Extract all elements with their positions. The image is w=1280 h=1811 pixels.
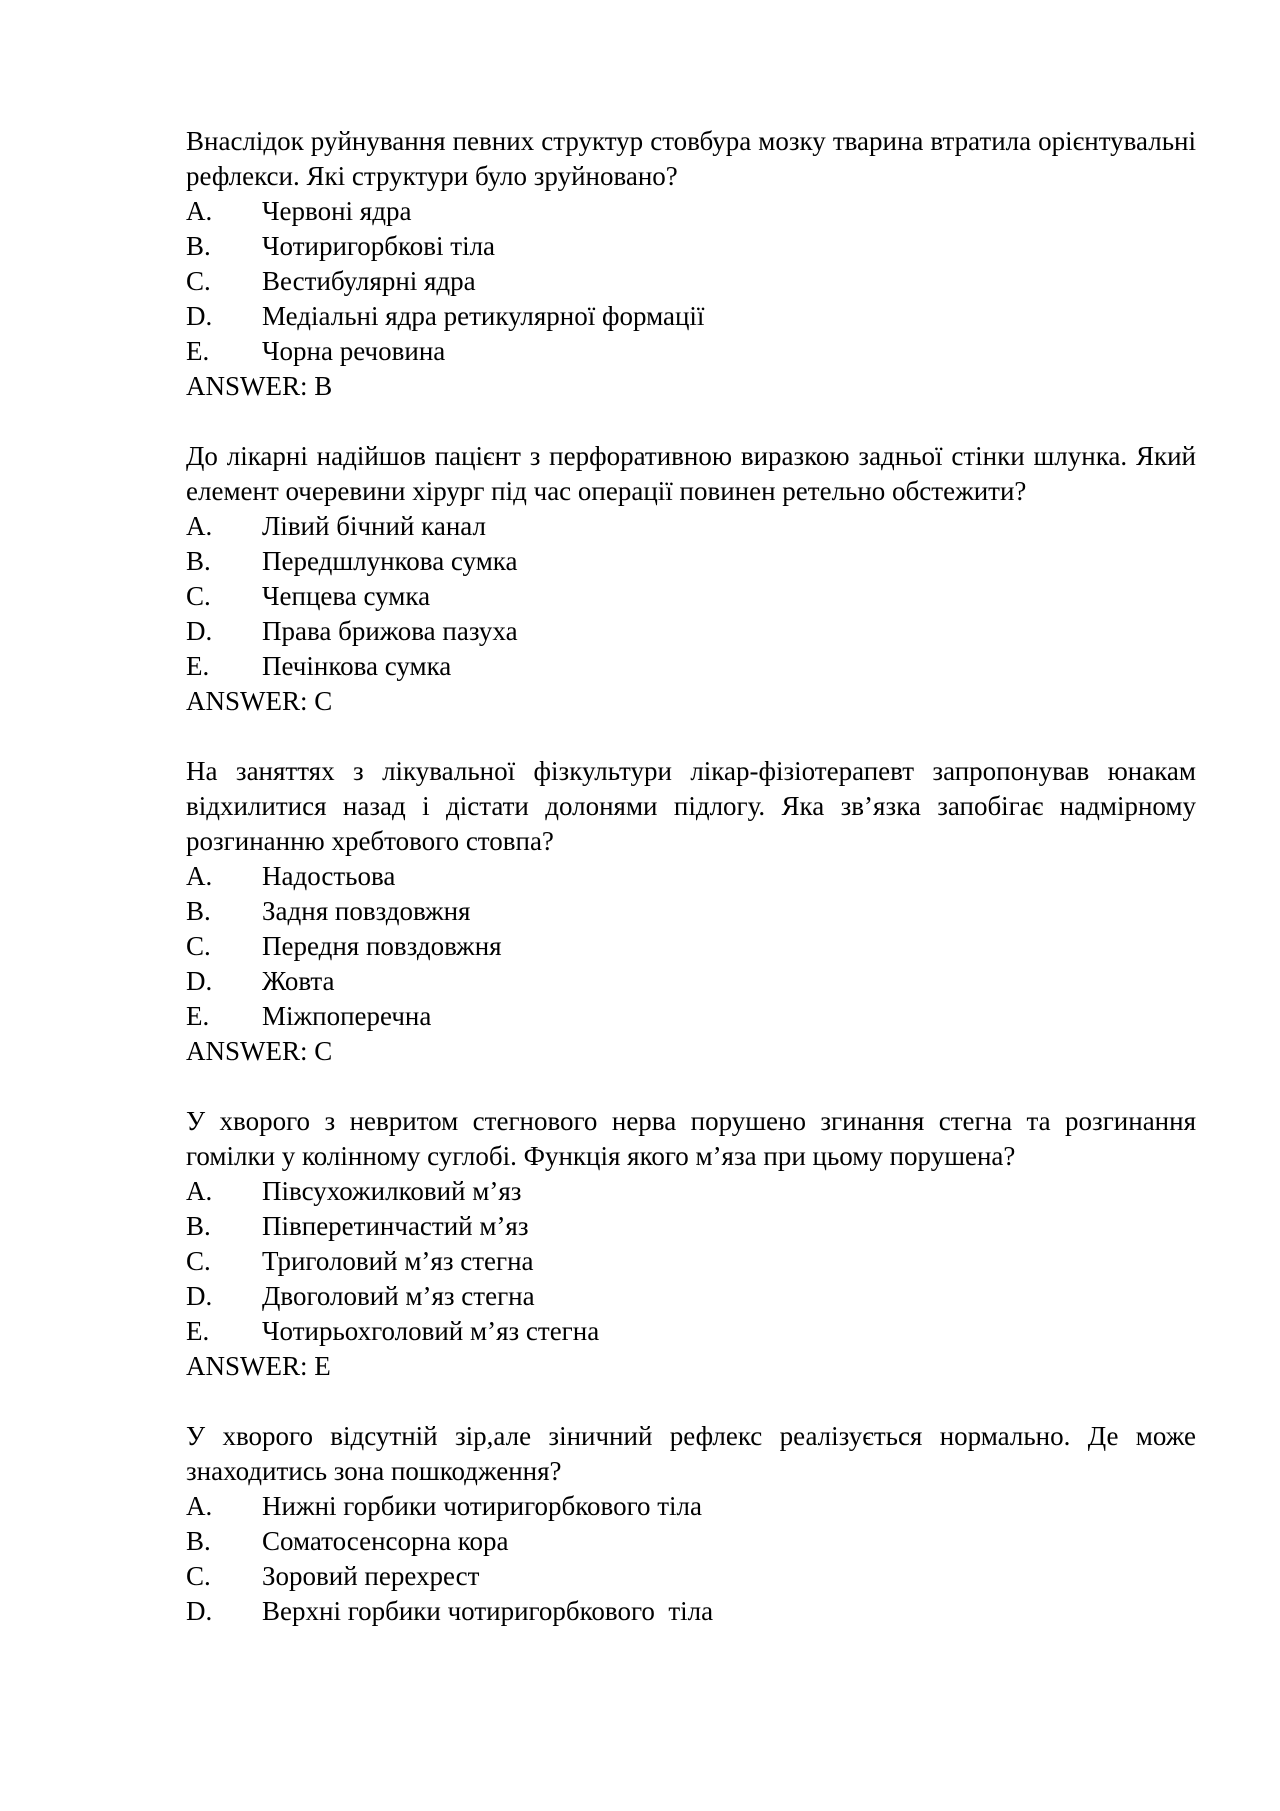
question-block	[186, 754, 1196, 1069]
option-letter: C.	[186, 581, 211, 611]
answer-option	[186, 1244, 1196, 1279]
answer-option	[186, 194, 1196, 229]
option-text: Печінкова сумка	[262, 651, 452, 681]
option-letter: E.	[186, 336, 210, 366]
answer-option	[186, 859, 1196, 894]
option-letter: D.	[186, 1596, 213, 1626]
answer-option	[186, 544, 1196, 579]
option-text: Жовта	[262, 966, 335, 996]
option-text: Зоровий перехрест	[262, 1561, 480, 1591]
option-letter: B.	[186, 231, 211, 261]
option-text: Чорна речовина	[262, 336, 446, 366]
option-letter: A.	[186, 861, 213, 891]
option-letter: A.	[186, 196, 213, 226]
option-text: Чепцева сумка	[262, 581, 431, 611]
answer-option	[186, 264, 1196, 299]
option-letter: A.	[186, 1491, 213, 1521]
question-text: На заняттях з лікувальної фізкультури лікар-фізіотерапевт запропонував юнакам відхилитися назад і дістати долонями підлогу. Яка зв’язка запобігає надмірному розгинанню хребтового стовпа?	[186, 756, 1196, 856]
question-block	[186, 1104, 1196, 1384]
answer-option	[186, 1489, 1196, 1524]
option-letter: C.	[186, 1561, 211, 1591]
option-letter: C.	[186, 266, 211, 296]
option-letter: D.	[186, 966, 213, 996]
answer-option	[186, 999, 1196, 1034]
option-letter: E.	[186, 1316, 210, 1346]
option-text: Нижні горбики чотиригорбкового тіла	[262, 1491, 702, 1521]
answer-option	[186, 1279, 1196, 1314]
question-text: До лікарні надійшов пацієнт з перфоративною виразкою задньої стінки шлунка. Який елемент очеревини хірург під час операції повинен ретельно обстежити?	[186, 441, 1196, 506]
answer-key: ANSWER: B	[186, 371, 333, 401]
option-letter: A.	[186, 511, 213, 541]
option-text: Червоні ядра	[262, 196, 412, 226]
answer-option	[186, 964, 1196, 999]
answer-option	[186, 1209, 1196, 1244]
option-text: Права брижова пазуха	[262, 616, 518, 646]
option-letter: C.	[186, 931, 211, 961]
option-letter: E.	[186, 1001, 210, 1031]
option-letter: B.	[186, 1526, 211, 1556]
option-text: Лівий бічний канал	[262, 511, 486, 541]
answer-option	[186, 229, 1196, 264]
answer-option	[186, 334, 1196, 369]
option-text: Півсухожилковий м’яз	[262, 1176, 522, 1206]
answer-key: ANSWER: C	[186, 686, 333, 716]
answer-option	[186, 894, 1196, 929]
question-block	[186, 439, 1196, 719]
answer-option	[186, 579, 1196, 614]
answer-key: ANSWER: C	[186, 1036, 333, 1066]
answer-option	[186, 929, 1196, 964]
option-text: Передшлункова сумка	[262, 546, 518, 576]
option-letter: B.	[186, 546, 211, 576]
option-letter: C.	[186, 1246, 211, 1276]
option-text: Соматосенсорна кора	[262, 1526, 509, 1556]
question-text: У хворого з невритом стегнового нерва порушено згинання стегна та розгинання гомілки у колінному суглобі. Функція якого м’яза при цьому порушена?	[186, 1106, 1196, 1171]
option-letter: A.	[186, 1176, 213, 1206]
question-text: Внаслідок руйнування певних структур стовбура мозку тварина втратила орієнтувальні рефлекси. Які структури було зруйновано?	[186, 126, 1196, 191]
option-letter: D.	[186, 301, 213, 331]
option-text: Медіальні ядра ретикулярної формації	[262, 301, 705, 331]
option-text: Двоголовий м’яз стегна	[262, 1281, 535, 1311]
option-letter: D.	[186, 1281, 213, 1311]
option-letter: B.	[186, 1211, 211, 1241]
option-letter: D.	[186, 616, 213, 646]
option-text: Передня повздовжня	[262, 931, 502, 961]
document-page	[186, 124, 1196, 1664]
option-text: Півперетинчастий м’яз	[262, 1211, 529, 1241]
option-text: Міжпоперечна	[262, 1001, 432, 1031]
answer-option	[186, 1559, 1196, 1594]
question-text: У хворого відсутній зір,але зіничний рефлекс реалізується нормально. Де може знаходитись зона пошкодження?	[186, 1421, 1196, 1486]
option-text: Надостьова	[262, 861, 396, 891]
option-text: Вестибулярні ядра	[262, 266, 476, 296]
question-block	[186, 124, 1196, 404]
option-text: Триголовий м’яз стегна	[262, 1246, 534, 1276]
answer-option	[186, 1314, 1196, 1349]
option-text: Задня повздовжня	[262, 896, 471, 926]
option-text: Чотирьохголовий м’яз стегна	[262, 1316, 600, 1346]
answer-option	[186, 1594, 1196, 1629]
option-text: Чотиригорбкові тіла	[262, 231, 496, 261]
answer-key: ANSWER: E	[186, 1351, 331, 1381]
answer-option	[186, 649, 1196, 684]
option-letter: E.	[186, 651, 210, 681]
answer-option	[186, 509, 1196, 544]
option-text: Верхні горбики чотиригорбкового тіла	[262, 1596, 714, 1626]
answer-option	[186, 299, 1196, 334]
answer-option	[186, 1174, 1196, 1209]
answer-option	[186, 1524, 1196, 1559]
option-letter: B.	[186, 896, 211, 926]
answer-option	[186, 614, 1196, 649]
question-block	[186, 1419, 1196, 1629]
